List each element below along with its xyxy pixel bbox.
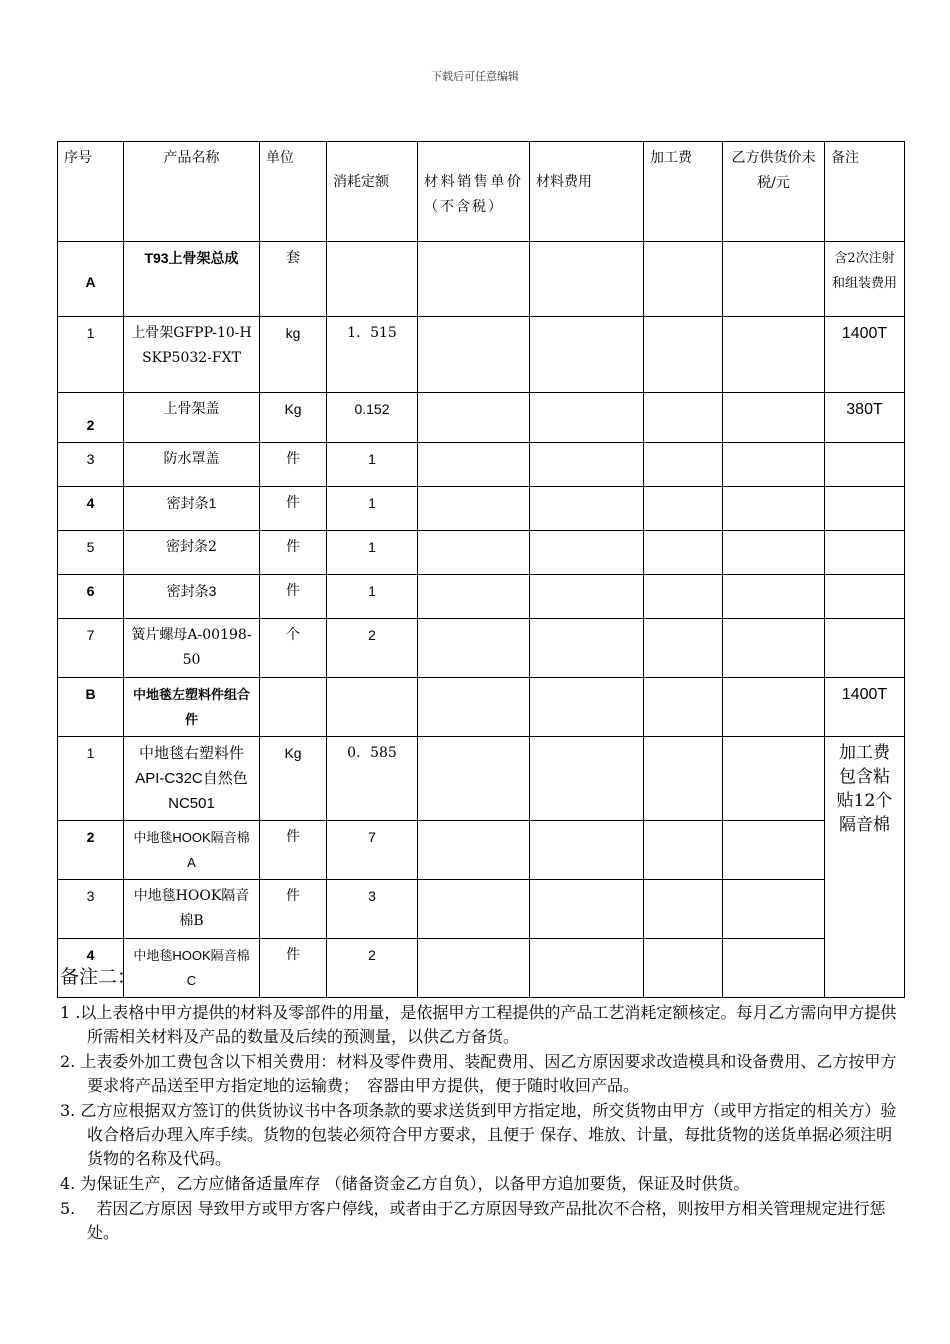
row-name: 密封条2 bbox=[124, 531, 260, 575]
row-quota: 1．515 bbox=[327, 317, 418, 393]
row-remark: 含2次注射和组装费用 bbox=[825, 242, 905, 317]
note-item: 3. 乙方应根据双方签订的供货协议书中各项条款的要求送货到甲方指定地，所交货物由甲方（或甲方指定的相关方）验收合格后办理入库手续。货物的包装必须符合甲方要求，且便于 保存、堆放、计量，每批货物的送货单据必须注明货物的名称及代码。 bbox=[60, 1101, 897, 1168]
row-unit: 件 bbox=[260, 487, 327, 531]
row-unit: 件 bbox=[260, 531, 327, 575]
table-row bbox=[58, 575, 905, 619]
col-header-remark: 备注 bbox=[825, 142, 905, 242]
row-unit: 件 bbox=[260, 880, 327, 939]
row-no: 3 bbox=[58, 443, 124, 487]
row-unit: 件 bbox=[260, 939, 327, 998]
table-row bbox=[58, 821, 905, 880]
row-quota: 0．585 bbox=[327, 737, 418, 821]
row-unit: Kg bbox=[260, 393, 327, 443]
row-no: B bbox=[58, 678, 124, 737]
col-header-unit: 单位 bbox=[260, 142, 327, 242]
row-quota: 3 bbox=[327, 880, 418, 939]
row-name: 中地毯HOOK隔音棉B bbox=[124, 880, 260, 939]
table-row bbox=[58, 393, 905, 443]
table-row bbox=[58, 619, 905, 678]
row-name: 密封条3 bbox=[124, 575, 260, 619]
row-name: 上骨架盖 bbox=[124, 393, 260, 443]
table-row bbox=[58, 678, 905, 737]
row-no: 4 bbox=[58, 487, 124, 531]
table-row bbox=[58, 531, 905, 575]
row-unit: 套 bbox=[260, 242, 327, 317]
row-quota bbox=[327, 242, 418, 317]
row-name: 防水罩盖 bbox=[124, 443, 260, 487]
note-item: 4. 为保证生产，乙方应储备适量库存 （储备资金乙方自负），以备甲方追加要货，保证及时供货。 bbox=[60, 1174, 750, 1193]
row-quota: 7 bbox=[327, 821, 418, 880]
row-no: 3 bbox=[58, 880, 124, 939]
row-unit: 件 bbox=[260, 443, 327, 487]
row-unit: kg bbox=[260, 317, 327, 393]
row-quota: 0.152 bbox=[327, 393, 418, 443]
row-no: 1 bbox=[58, 317, 124, 393]
row-quota: 1 bbox=[327, 531, 418, 575]
row-name: 上骨架GFPP-10-HSKP5032-FXT bbox=[124, 317, 260, 393]
row-name: 簧片螺母A-00198-50 bbox=[124, 619, 260, 678]
row-name: 中地毯HOOK隔音棉C bbox=[124, 939, 260, 998]
table-row bbox=[58, 737, 905, 821]
col-header-no: 序号 bbox=[58, 142, 124, 242]
row-no: 1 bbox=[58, 737, 124, 821]
col-header-unit-price: 材料销售单价（不含税） bbox=[418, 142, 530, 242]
row-remark: 380T bbox=[825, 393, 905, 443]
row-no: 7 bbox=[58, 619, 124, 678]
row-no: 2 bbox=[58, 393, 124, 443]
table-row bbox=[58, 242, 905, 317]
row-quota: 1 bbox=[327, 487, 418, 531]
col-header-processing-fee: 加工费 bbox=[644, 142, 723, 242]
table-row bbox=[58, 880, 905, 939]
row-name: 中地毯HOOK隔音棉A bbox=[124, 821, 260, 880]
row-name: 密封条1 bbox=[124, 487, 260, 531]
row-remark: 1400T bbox=[825, 678, 905, 737]
row-quota: 2 bbox=[327, 619, 418, 678]
table-header-row bbox=[58, 142, 905, 242]
row-name: T93上骨架总成 bbox=[124, 242, 260, 317]
notes-section bbox=[60, 962, 900, 1246]
row-no: 2 bbox=[58, 821, 124, 880]
row-remark: 1400T bbox=[825, 317, 905, 393]
row-remark: 加工费包含粘贴12个隔音棉 bbox=[825, 737, 905, 998]
row-unit: 个 bbox=[260, 619, 327, 678]
col-header-name: 产品名称 bbox=[124, 142, 260, 242]
table-row bbox=[58, 487, 905, 531]
header-note: 下载后可任意编辑 bbox=[431, 70, 519, 83]
table-row bbox=[58, 317, 905, 393]
row-no: A bbox=[58, 242, 124, 317]
row-quota: 2 bbox=[327, 939, 418, 998]
notes-title: 备注二： bbox=[60, 966, 137, 988]
row-name: 中地毯右塑料件API-C32C自然色NC501 bbox=[124, 737, 260, 821]
note-item: 2. 上表委外加工费包含以下相关费用：材料及零件费用、装配费用、因乙方原因要求改造模具和设备费用、乙方按甲方要求将产品送至甲方指定地的运输费； 容器由甲方提供，便于随时收回产品。 bbox=[60, 1052, 897, 1095]
note-item: 5. 若因乙方原因 导致甲方或甲方客户停线，或者由于乙方原因导致产品批次不合格，则按甲方相关管理规定进行惩处。 bbox=[60, 1199, 886, 1242]
pricing-table bbox=[57, 141, 905, 998]
row-unit: 件 bbox=[260, 575, 327, 619]
row-quota: 1 bbox=[327, 575, 418, 619]
row-unit: 件 bbox=[260, 821, 327, 880]
row-no: 6 bbox=[58, 575, 124, 619]
note-item: 1 .以上表格中甲方提供的材料及零部件的用量，是依据甲方工程提供的产品工艺消耗定额核定。每月乙方需向甲方提供所需相关材料及产品的数量及后续的预测量，以供乙方备货。 bbox=[60, 1003, 897, 1046]
col-header-material-cost: 材料费用 bbox=[530, 142, 644, 242]
row-no: 5 bbox=[58, 531, 124, 575]
row-no: 4 bbox=[58, 939, 124, 998]
row-unit: Kg bbox=[260, 737, 327, 821]
col-header-quota: 消耗定额 bbox=[327, 142, 418, 242]
row-quota: 1 bbox=[327, 443, 418, 487]
row-name: 中地毯左塑料件组合件 bbox=[124, 678, 260, 737]
col-header-supply-price: 乙方供货价未税/元 bbox=[723, 142, 825, 242]
table-row bbox=[58, 443, 905, 487]
